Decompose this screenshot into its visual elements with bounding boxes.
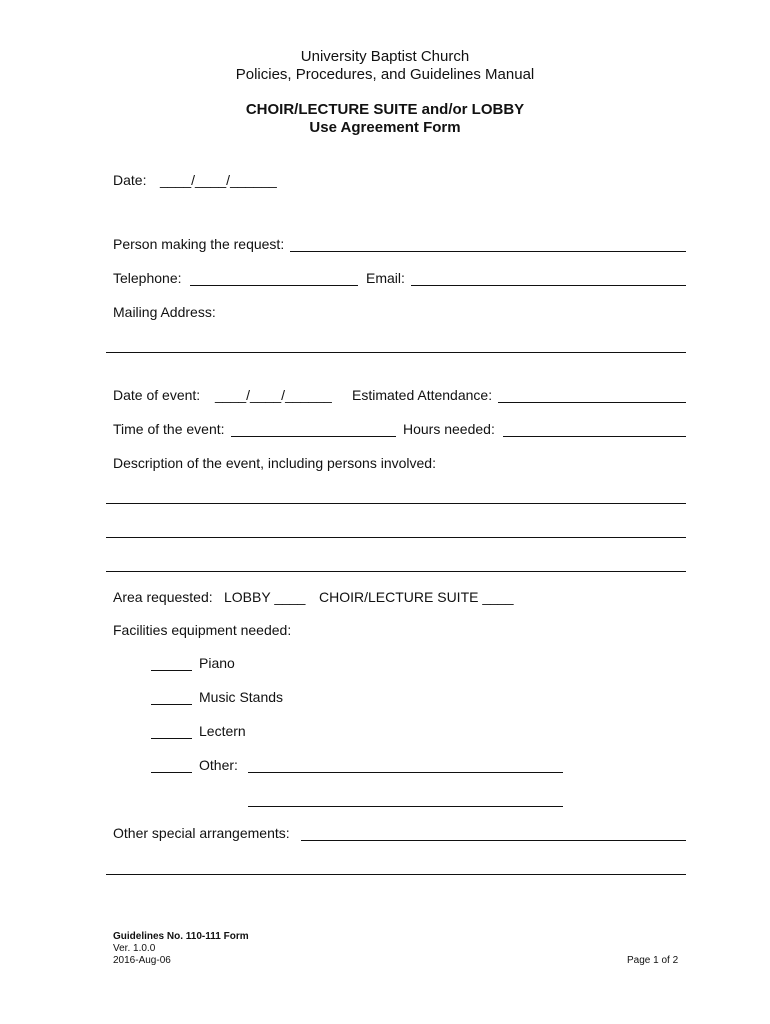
email-label: Email: xyxy=(366,270,405,286)
footer-date: 2016-Aug-06 xyxy=(113,955,171,966)
description-line-2[interactable] xyxy=(106,537,686,538)
telephone-field[interactable] xyxy=(190,285,358,286)
date-blank[interactable]: ____/____/______ xyxy=(160,172,277,188)
person-label: Person making the request: xyxy=(113,236,285,252)
footer-guideline: Guidelines No. 110-111 Form xyxy=(113,931,249,942)
other-label: Other: xyxy=(199,757,238,773)
special-arrangements-label: Other special arrangements: xyxy=(113,825,290,841)
other-field-line-2[interactable] xyxy=(248,806,563,807)
area-label: Area requested: xyxy=(113,589,213,605)
mailing-address-label: Mailing Address: xyxy=(113,304,216,320)
piano-label: Piano xyxy=(199,655,235,671)
music-stands-label: Music Stands xyxy=(199,689,284,705)
attendance-label: Estimated Attendance: xyxy=(352,387,493,403)
form-title-line1: CHOIR/LECTURE SUITE and/or LOBBY xyxy=(245,101,525,118)
special-arrangements-line-2[interactable] xyxy=(106,874,686,875)
other-field-line-1[interactable] xyxy=(248,772,563,773)
description-label: Description of the event, including persons involved: xyxy=(113,455,436,471)
hours-field[interactable] xyxy=(503,436,686,437)
hours-label: Hours needed: xyxy=(403,421,495,437)
event-date-label: Date of event: xyxy=(113,387,201,403)
special-arrangements-field[interactable] xyxy=(301,840,686,841)
event-date-blank[interactable]: ____/____/______ xyxy=(215,387,332,403)
manual-name: Policies, Procedures, and Guidelines Manual xyxy=(235,66,535,83)
footer-version: Ver. 1.0.0 xyxy=(113,943,156,954)
lectern-label: Lectern xyxy=(199,723,246,739)
other-checkbox-line[interactable] xyxy=(151,772,192,773)
lectern-checkbox-line[interactable] xyxy=(151,738,192,739)
equipment-label: Facilities equipment needed: xyxy=(113,622,292,638)
date-label: Date: xyxy=(113,172,147,188)
description-line-3[interactable] xyxy=(106,571,686,572)
music-stands-checkbox-line[interactable] xyxy=(151,704,192,705)
person-field[interactable] xyxy=(290,251,686,252)
telephone-label: Telephone: xyxy=(113,270,182,286)
org-name: University Baptist Church xyxy=(300,48,470,65)
area-lobby-option[interactable]: LOBBY ____ xyxy=(224,589,306,605)
time-field[interactable] xyxy=(231,436,396,437)
attendance-field[interactable] xyxy=(498,402,686,403)
area-choir-option[interactable]: CHOIR/LECTURE SUITE ____ xyxy=(319,589,514,605)
piano-checkbox-line[interactable] xyxy=(151,670,192,671)
form-title-line2: Use Agreement Form xyxy=(309,119,461,136)
email-field[interactable] xyxy=(411,285,686,286)
footer-page-number: Page 1 of 2 xyxy=(627,955,679,966)
mailing-address-field[interactable] xyxy=(106,352,686,353)
description-line-1[interactable] xyxy=(106,503,686,504)
time-label: Time of the event: xyxy=(113,421,225,437)
